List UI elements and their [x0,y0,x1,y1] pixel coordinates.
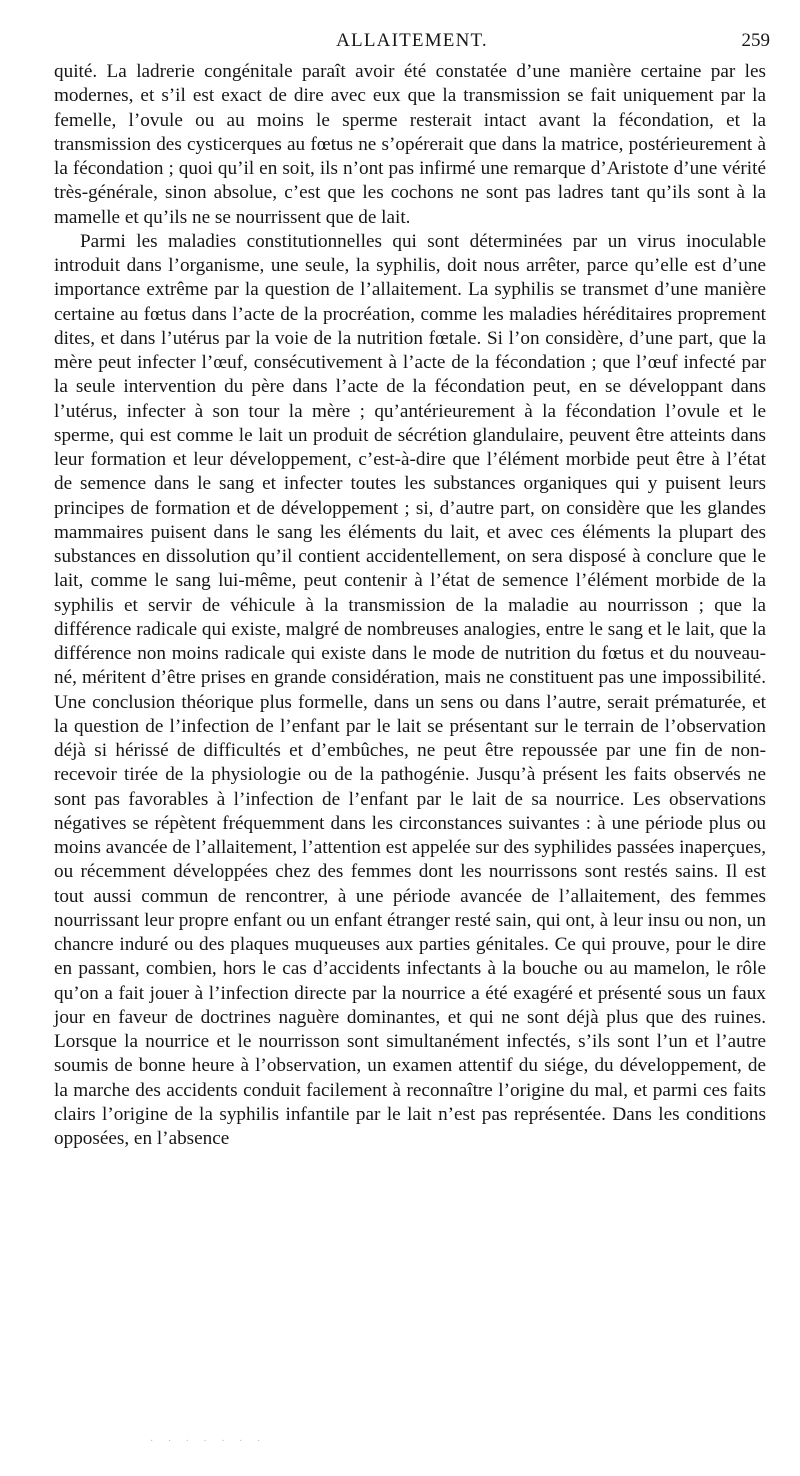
paragraph-syphilis: Parmi les maladies constitutionnelles qui sont déterminées par un virus inoculable introduit dans l’organisme, une seule, la syphilis, doit nous arrêter, parce qu’elle est d’une importance extrême par la question de l’allaitement. La syphilis se transmet d’une manière certaine au fœtus dans l’acte de la procréation, comme les maladies héréditaires proprement dites, et dans l’utérus par la voie de la nutrition fœtale. Si l’on considère, d’une part, que la mère peut infecter l’œuf, consécutivement à l’acte de la fécondation ; que l’œuf infecté par la seule intervention du père dans l’acte de la fécondation peut, en se développant dans l’utérus, infecter à son tour la mère ; qu’antérieurement à la fécondation l’ovule et le sperme, qui est comme le lait un produit de sécrétion glandulaire, peuvent être atteints dans leur formation et leur développement, c’est-à-dire que l’élément morbide peut être à l’état de semence dans le sang et infecter toutes les substances organiques qui y puisent leurs principes de formation et de développement ; si, d’autre part, on considère que les glandes mammaires puisent dans le sang les éléments du lait, et avec ces éléments la plupart des substances en dissolution qu’il contient accidentellement, on sera disposé à conclure que le lait, comme le sang lui-même, peut contenir à l’état de semence l’élément morbide de la syphilis et servir de véhicule à la transmission de la maladie au nourrisson ; que la différence radicale qui existe, malgré de nombreuses analogies, entre le sang et le lait, que la différence non moins radicale qui existe dans le mode de nutrition du fœtus et du nouveau-né, méritent d’être prises en grande considération, mais ne constituent pas une impossibilité. Une conclusion théorique plus formelle, dans un sens ou dans l’autre, serait prématurée, et la question de l’infection de l’enfant par le lait se présentant sur le terrain de l’observation déjà si hérissé de difficultés et d’embûches, ne peut être repoussée par une fin de non-recevoir tirée de la physiologie ou de la pathogénie. Jusqu’à présent les faits observés ne sont pas favorables à l’infection de l’enfant par le lait de sa nourrice. Les observations négatives se répètent fréquemment dans les circonstances suivantes : à une période plus ou moins avancée de l’allaitement, l’attention est appelée sur des syphilides passées inaperçues, ou récemment développées chez des femmes dont les nourrissons sont restés sains. Il est tout aussi commun de rencontrer, à une période avancée de l’allaitement, des femmes nourrissant leur propre enfant ou un enfant étranger resté sain, qui ont, à leur insu ou non, un chancre induré ou des plaques muqueuses aux parties génitales. Ce qui prouve, pour le dire en passant, combien, hors le cas d’accidents infectants à la bouche ou au mamelon, le rôle qu’on a fait jouer à l’infection directe par la nourrice a été exagéré et présenté sous un faux jour en faveur de doctrines naguère dominantes, et qui ne sont déjà plus que des ruines. Lorsque la nourrice et le nourrisson sont simultanément infectés, s’ils sont l’un et l’autre soumis de bonne heure à l’observation, un examen attentif du siége, du développement, de la marche des accidents conduit facilement à reconnaître l’origine du mal, et parmi ces faits clairs l’origine de la syphilis infantile par le lait n’est pas représentée. Dans les conditions opposées, en l’absence [54,230,766,1149]
page-header [54,26,770,56]
page-number: 259 [741,30,770,51]
print-specks: · · · · · · · [150,1436,267,1447]
paragraph-continued: quité. La ladrerie congénitale paraît avoir été constatée d’une manière certaine par les modernes, et s’il est exact de dire avec eux que la transmission se fait uniquement par la femelle, l’ovule ou au moins le sperme resterait intact avant la fécondation, et la transmission des cysticerques au fœtus ne s’opérerait que dans la matrice, postérieurement à la fécondation ; quoi qu’il en soit, ils n’ont pas infirmé une remarque d’Aristote d’une vérité très-générale, sinon absolue, c’est que les cochons ne sont pas ladres tant qu’ils sont à la mamelle et qu’ils ne se nourrissent que de lait. [54,61,766,228]
running-title: ALLAITEMENT. [336,30,488,51]
body-text [54,60,766,1151]
